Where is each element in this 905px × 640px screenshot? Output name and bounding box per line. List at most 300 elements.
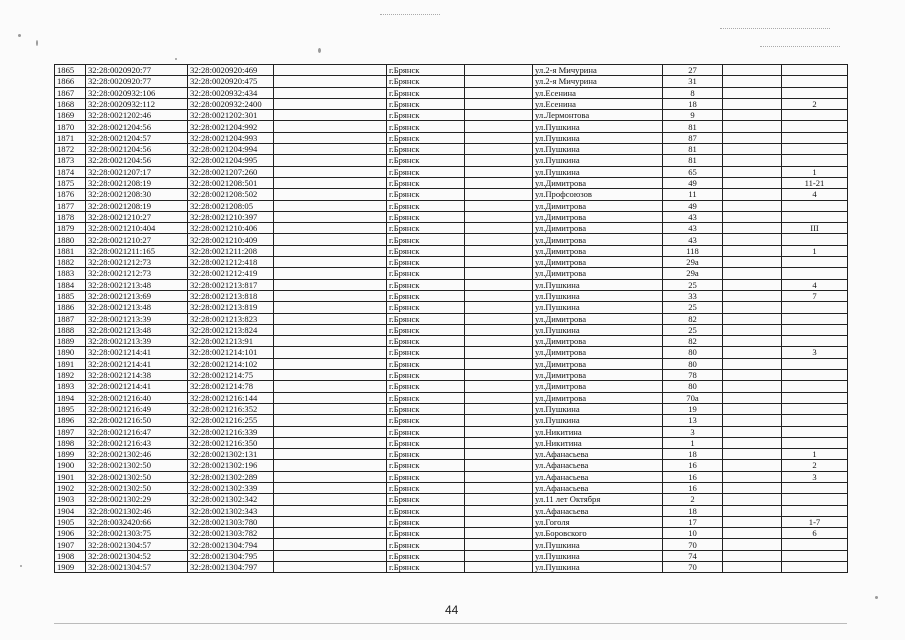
settlement-cell: г.Брянск <box>387 324 465 335</box>
blank-cell-cell <box>274 358 387 369</box>
apartment-cell: 6 <box>782 528 848 539</box>
table-row <box>55 279 848 290</box>
apartment-cell <box>782 336 848 347</box>
row-number-cell: 1899 <box>55 449 86 460</box>
cadastral-number-parcel-cell: 32:28:0021202:46 <box>86 110 188 121</box>
settlement-cell: г.Брянск <box>387 370 465 381</box>
blank-cell-cell <box>723 234 782 245</box>
apartment-cell <box>782 144 848 155</box>
house-number-cell: 65 <box>663 166 723 177</box>
settlement-cell: г.Брянск <box>387 415 465 426</box>
row-number-cell: 1884 <box>55 279 86 290</box>
table-row <box>55 494 848 505</box>
row-number-cell: 1872 <box>55 144 86 155</box>
cadastral-number-parcel-cell: 32:28:0021207:17 <box>86 166 188 177</box>
apartment-cell <box>782 562 848 573</box>
table-row <box>55 505 848 516</box>
blank-cell-cell <box>465 65 533 76</box>
cadastral-number-object-cell: 32:28:0021304:794 <box>188 539 274 550</box>
scan-speck <box>20 565 22 567</box>
apartment-cell <box>782 539 848 550</box>
cadastral-number-object-cell: 32:28:0021211:208 <box>188 245 274 256</box>
blank-cell-cell <box>465 539 533 550</box>
scan-smudge <box>380 14 440 15</box>
apartment-cell <box>782 257 848 268</box>
cadastral-number-parcel-cell: 32:28:0021302:50 <box>86 471 188 482</box>
settlement-cell: г.Брянск <box>387 528 465 539</box>
table-row <box>55 381 848 392</box>
table-row <box>55 290 848 301</box>
street-cell: ул.Есенина <box>533 87 663 98</box>
apartment-cell: 4 <box>782 279 848 290</box>
table-row <box>55 324 848 335</box>
street-cell: ул.Димитрова <box>533 392 663 403</box>
house-number-cell: 82 <box>663 336 723 347</box>
row-number-cell: 1881 <box>55 245 86 256</box>
blank-cell-cell <box>274 223 387 234</box>
apartment-cell: 2 <box>782 98 848 109</box>
blank-cell-cell <box>723 516 782 527</box>
cadastral-number-parcel-cell: 32:28:0021213:48 <box>86 324 188 335</box>
settlement-cell: г.Брянск <box>387 516 465 527</box>
settlement-cell: г.Брянск <box>387 200 465 211</box>
blank-cell-cell <box>274 268 387 279</box>
blank-cell-cell <box>274 550 387 561</box>
table-row <box>55 155 848 166</box>
row-number-cell: 1877 <box>55 200 86 211</box>
street-cell: ул.Афанасьева <box>533 460 663 471</box>
blank-cell-cell <box>723 279 782 290</box>
row-number-cell: 1895 <box>55 403 86 414</box>
street-cell: ул.Пушкина <box>533 550 663 561</box>
blank-cell-cell <box>465 347 533 358</box>
apartment-cell <box>782 505 848 516</box>
blank-cell-cell <box>465 370 533 381</box>
table-row <box>55 426 848 437</box>
house-number-cell: 10 <box>663 528 723 539</box>
house-number-cell: 18 <box>663 505 723 516</box>
street-cell: ул.Профсоюзов <box>533 189 663 200</box>
house-number-cell: 81 <box>663 155 723 166</box>
settlement-cell: г.Брянск <box>387 268 465 279</box>
settlement-cell: г.Брянск <box>387 313 465 324</box>
settlement-cell: г.Брянск <box>387 132 465 143</box>
settlement-cell: г.Брянск <box>387 65 465 76</box>
street-cell: ул.Димитрова <box>533 358 663 369</box>
cadastral-number-parcel-cell: 32:28:0021216:50 <box>86 415 188 426</box>
cadastral-number-parcel-cell: 32:28:0021213:48 <box>86 279 188 290</box>
cadastral-number-object-cell: 32:28:0020932:434 <box>188 87 274 98</box>
cadastral-number-parcel-cell: 32:28:0021212:73 <box>86 268 188 279</box>
blank-cell-cell <box>723 392 782 403</box>
table-row <box>55 234 848 245</box>
street-cell: ул.Есенина <box>533 98 663 109</box>
blank-cell-cell <box>465 155 533 166</box>
blank-cell-cell <box>274 302 387 313</box>
blank-cell-cell <box>274 403 387 414</box>
table-row <box>55 562 848 573</box>
blank-cell-cell <box>465 403 533 414</box>
settlement-cell: г.Брянск <box>387 234 465 245</box>
table-row <box>55 550 848 561</box>
blank-cell-cell <box>723 426 782 437</box>
blank-cell-cell <box>723 110 782 121</box>
cadastral-number-parcel-cell: 32:28:0021304:52 <box>86 550 188 561</box>
row-number-cell: 1870 <box>55 121 86 132</box>
street-cell: ул.Димитрова <box>533 336 663 347</box>
house-number-cell: 25 <box>663 324 723 335</box>
blank-cell-cell <box>465 437 533 448</box>
house-number-cell: 43 <box>663 223 723 234</box>
blank-cell-cell <box>465 279 533 290</box>
settlement-cell: г.Брянск <box>387 302 465 313</box>
row-number-cell: 1907 <box>55 539 86 550</box>
blank-cell-cell <box>723 223 782 234</box>
table-row <box>55 392 848 403</box>
blank-cell-cell <box>723 403 782 414</box>
blank-cell-cell <box>465 313 533 324</box>
blank-cell-cell <box>274 562 387 573</box>
table-row <box>55 245 848 256</box>
table-row <box>55 539 848 550</box>
row-number-cell: 1905 <box>55 516 86 527</box>
scan-smudge <box>720 28 830 29</box>
cadastral-number-object-cell: 32:28:0021214:75 <box>188 370 274 381</box>
blank-cell-cell <box>274 245 387 256</box>
street-cell: ул.2-я Мичурина <box>533 65 663 76</box>
house-number-cell: 81 <box>663 144 723 155</box>
apartment-cell <box>782 370 848 381</box>
table-row <box>55 98 848 109</box>
blank-cell-cell <box>274 234 387 245</box>
scan-smudge <box>760 46 840 47</box>
blank-cell-cell <box>274 539 387 550</box>
cadastral-number-parcel-cell: 32:28:0021208:19 <box>86 177 188 188</box>
cadastral-number-object-cell: 32:28:0021208:05 <box>188 200 274 211</box>
blank-cell-cell <box>274 76 387 87</box>
blank-cell-cell <box>723 132 782 143</box>
house-number-cell: 78 <box>663 370 723 381</box>
house-number-cell: 19 <box>663 403 723 414</box>
table-row <box>55 189 848 200</box>
row-number-cell: 1909 <box>55 562 86 573</box>
street-cell: ул.Афанасьева <box>533 482 663 493</box>
settlement-cell: г.Брянск <box>387 189 465 200</box>
house-number-cell: 17 <box>663 516 723 527</box>
row-number-cell: 1874 <box>55 166 86 177</box>
blank-cell-cell <box>274 155 387 166</box>
row-number-cell: 1906 <box>55 528 86 539</box>
blank-cell-cell <box>723 268 782 279</box>
blank-cell-cell <box>723 290 782 301</box>
street-cell: ул.11 лет Октября <box>533 494 663 505</box>
blank-cell-cell <box>274 460 387 471</box>
blank-cell-cell <box>465 189 533 200</box>
blank-cell-cell <box>465 358 533 369</box>
settlement-cell: г.Брянск <box>387 87 465 98</box>
blank-cell-cell <box>274 98 387 109</box>
row-number-cell: 1903 <box>55 494 86 505</box>
property-registry-table <box>54 64 848 573</box>
blank-cell-cell <box>465 562 533 573</box>
house-number-cell: 3 <box>663 426 723 437</box>
row-number-cell: 1879 <box>55 223 86 234</box>
street-cell: ул.Димитрова <box>533 234 663 245</box>
row-number-cell: 1908 <box>55 550 86 561</box>
row-number-cell: 1902 <box>55 482 86 493</box>
row-number-cell: 1876 <box>55 189 86 200</box>
blank-cell-cell <box>723 505 782 516</box>
apartment-cell: 3 <box>782 347 848 358</box>
apartment-cell: III <box>782 223 848 234</box>
table-row <box>55 471 848 482</box>
row-number-cell: 1891 <box>55 358 86 369</box>
apartment-cell <box>782 324 848 335</box>
settlement-cell: г.Брянск <box>387 471 465 482</box>
settlement-cell: г.Брянск <box>387 460 465 471</box>
blank-cell-cell <box>465 234 533 245</box>
row-number-cell: 1901 <box>55 471 86 482</box>
apartment-cell: 3 <box>782 471 848 482</box>
house-number-cell: 82 <box>663 313 723 324</box>
settlement-cell: г.Брянск <box>387 336 465 347</box>
row-number-cell: 1890 <box>55 347 86 358</box>
house-number-cell: 70а <box>663 392 723 403</box>
cadastral-number-object-cell: 32:28:0021302:289 <box>188 471 274 482</box>
scan-speck <box>318 48 321 53</box>
apartment-cell <box>782 403 848 414</box>
table-row <box>55 528 848 539</box>
cadastral-number-parcel-cell: 32:28:0021304:57 <box>86 539 188 550</box>
street-cell: ул.Лермонтова <box>533 110 663 121</box>
settlement-cell: г.Брянск <box>387 437 465 448</box>
row-number-cell: 1886 <box>55 302 86 313</box>
street-cell: ул.Пушкина <box>533 324 663 335</box>
row-number-cell: 1867 <box>55 87 86 98</box>
blank-cell-cell <box>274 257 387 268</box>
blank-cell-cell <box>465 505 533 516</box>
house-number-cell: 1 <box>663 437 723 448</box>
settlement-cell: г.Брянск <box>387 98 465 109</box>
blank-cell-cell <box>274 121 387 132</box>
apartment-cell <box>782 234 848 245</box>
blank-cell-cell <box>465 76 533 87</box>
house-number-cell: 27 <box>663 65 723 76</box>
table-row <box>55 257 848 268</box>
cadastral-number-object-cell: 32:28:0021302:339 <box>188 482 274 493</box>
bottom-rule <box>54 623 847 624</box>
cadastral-number-parcel-cell: 32:28:0021302:29 <box>86 494 188 505</box>
cadastral-number-parcel-cell: 32:28:0021213:39 <box>86 313 188 324</box>
row-number-cell: 1888 <box>55 324 86 335</box>
cadastral-number-object-cell: 32:28:0021213:818 <box>188 290 274 301</box>
cadastral-number-object-cell: 32:28:0021204:995 <box>188 155 274 166</box>
cadastral-number-parcel-cell: 32:28:0021302:50 <box>86 482 188 493</box>
apartment-cell <box>782 87 848 98</box>
settlement-cell: г.Брянск <box>387 392 465 403</box>
settlement-cell: г.Брянск <box>387 381 465 392</box>
blank-cell-cell <box>274 65 387 76</box>
cadastral-number-object-cell: 32:28:0021212:418 <box>188 257 274 268</box>
apartment-cell <box>782 392 848 403</box>
cadastral-number-object-cell: 32:28:0020920:469 <box>188 65 274 76</box>
blank-cell-cell <box>723 449 782 460</box>
table-row <box>55 177 848 188</box>
cadastral-number-object-cell: 32:28:0021302:343 <box>188 505 274 516</box>
cadastral-number-object-cell: 32:28:0021202:301 <box>188 110 274 121</box>
settlement-cell: г.Брянск <box>387 257 465 268</box>
blank-cell-cell <box>723 245 782 256</box>
blank-cell-cell <box>465 200 533 211</box>
row-number-cell: 1865 <box>55 65 86 76</box>
apartment-cell <box>782 358 848 369</box>
blank-cell-cell <box>723 121 782 132</box>
blank-cell-cell <box>465 516 533 527</box>
blank-cell-cell <box>274 313 387 324</box>
blank-cell-cell <box>274 211 387 222</box>
cadastral-number-parcel-cell: 32:28:0021204:56 <box>86 144 188 155</box>
blank-cell-cell <box>274 200 387 211</box>
table-row <box>55 223 848 234</box>
blank-cell-cell <box>465 482 533 493</box>
settlement-cell: г.Брянск <box>387 211 465 222</box>
blank-cell-cell <box>723 87 782 98</box>
house-number-cell: 13 <box>663 415 723 426</box>
blank-cell-cell <box>465 550 533 561</box>
blank-cell-cell <box>723 324 782 335</box>
cadastral-number-parcel-cell: 32:28:0020932:112 <box>86 98 188 109</box>
street-cell: ул.Пушкина <box>533 279 663 290</box>
blank-cell-cell <box>465 166 533 177</box>
settlement-cell: г.Брянск <box>387 144 465 155</box>
settlement-cell: г.Брянск <box>387 505 465 516</box>
cadastral-number-object-cell: 32:28:0021204:993 <box>188 132 274 143</box>
cadastral-number-parcel-cell: 32:28:0021214:41 <box>86 381 188 392</box>
table-row <box>55 313 848 324</box>
cadastral-number-parcel-cell: 32:28:0021213:48 <box>86 302 188 313</box>
settlement-cell: г.Брянск <box>387 155 465 166</box>
apartment-cell: 11-21 <box>782 177 848 188</box>
cadastral-number-parcel-cell: 32:28:0021213:39 <box>86 336 188 347</box>
apartment-cell <box>782 550 848 561</box>
row-number-cell: 1896 <box>55 415 86 426</box>
blank-cell-cell <box>465 177 533 188</box>
cadastral-number-parcel-cell: 32:28:0020920:77 <box>86 65 188 76</box>
blank-cell-cell <box>274 528 387 539</box>
apartment-cell: 1 <box>782 166 848 177</box>
table-row <box>55 76 848 87</box>
blank-cell-cell <box>465 132 533 143</box>
cadastral-number-parcel-cell: 32:28:0021304:57 <box>86 562 188 573</box>
apartment-cell: 1 <box>782 245 848 256</box>
blank-cell-cell <box>723 211 782 222</box>
blank-cell-cell <box>723 76 782 87</box>
apartment-cell: 2 <box>782 460 848 471</box>
blank-cell-cell <box>723 166 782 177</box>
cadastral-number-object-cell: 32:28:0021213:817 <box>188 279 274 290</box>
cadastral-number-parcel-cell: 32:28:0021204:56 <box>86 155 188 166</box>
apartment-cell <box>782 426 848 437</box>
table-row <box>55 482 848 493</box>
table-row <box>55 166 848 177</box>
cadastral-number-object-cell: 32:28:0021302:196 <box>188 460 274 471</box>
table-row <box>55 144 848 155</box>
blank-cell-cell <box>274 336 387 347</box>
street-cell: ул.Пушкина <box>533 539 663 550</box>
blank-cell-cell <box>723 155 782 166</box>
apartment-cell <box>782 155 848 166</box>
cadastral-number-object-cell: 32:28:0021303:782 <box>188 528 274 539</box>
blank-cell-cell <box>274 132 387 143</box>
blank-cell-cell <box>465 257 533 268</box>
apartment-cell <box>782 437 848 448</box>
settlement-cell: г.Брянск <box>387 177 465 188</box>
cadastral-number-object-cell: 32:28:0021213:819 <box>188 302 274 313</box>
house-number-cell: 33 <box>663 290 723 301</box>
blank-cell-cell <box>723 336 782 347</box>
cadastral-number-object-cell: 32:28:0020920:475 <box>188 76 274 87</box>
blank-cell-cell <box>465 528 533 539</box>
house-number-cell: 18 <box>663 98 723 109</box>
street-cell: ул.Димитрова <box>533 381 663 392</box>
apartment-cell: 1 <box>782 449 848 460</box>
blank-cell-cell <box>723 550 782 561</box>
street-cell: ул.Димитрова <box>533 223 663 234</box>
scan-speck <box>18 34 21 37</box>
cadastral-number-object-cell: 32:28:0021214:78 <box>188 381 274 392</box>
street-cell: ул.Афанасьева <box>533 471 663 482</box>
blank-cell-cell <box>465 121 533 132</box>
row-number-cell: 1868 <box>55 98 86 109</box>
settlement-cell: г.Брянск <box>387 121 465 132</box>
scan-speck <box>36 40 38 46</box>
house-number-cell: 29а <box>663 257 723 268</box>
blank-cell-cell <box>723 539 782 550</box>
cadastral-number-object-cell: 32:28:0021304:795 <box>188 550 274 561</box>
blank-cell-cell <box>723 189 782 200</box>
house-number-cell: 16 <box>663 471 723 482</box>
blank-cell-cell <box>274 87 387 98</box>
blank-cell-cell <box>274 449 387 460</box>
house-number-cell: 118 <box>663 245 723 256</box>
house-number-cell: 11 <box>663 189 723 200</box>
settlement-cell: г.Брянск <box>387 494 465 505</box>
blank-cell-cell <box>723 381 782 392</box>
cadastral-number-object-cell: 32:28:0021204:994 <box>188 144 274 155</box>
street-cell: ул.Афанасьева <box>533 449 663 460</box>
blank-cell-cell <box>723 65 782 76</box>
table-row <box>55 437 848 448</box>
cadastral-number-object-cell: 32:28:0021216:350 <box>188 437 274 448</box>
blank-cell-cell <box>274 482 387 493</box>
apartment-cell <box>782 121 848 132</box>
table-row <box>55 460 848 471</box>
blank-cell-cell <box>723 562 782 573</box>
blank-cell-cell <box>723 494 782 505</box>
house-number-cell: 43 <box>663 211 723 222</box>
blank-cell-cell <box>723 347 782 358</box>
cadastral-number-parcel-cell: 32:28:0021214:38 <box>86 370 188 381</box>
blank-cell-cell <box>723 257 782 268</box>
street-cell: ул.Никитина <box>533 437 663 448</box>
row-number-cell: 1869 <box>55 110 86 121</box>
house-number-cell: 70 <box>663 562 723 573</box>
street-cell: ул.Пушкина <box>533 166 663 177</box>
blank-cell-cell <box>274 415 387 426</box>
street-cell: ул.Димитрова <box>533 211 663 222</box>
street-cell: ул.Димитрова <box>533 257 663 268</box>
row-number-cell: 1880 <box>55 234 86 245</box>
